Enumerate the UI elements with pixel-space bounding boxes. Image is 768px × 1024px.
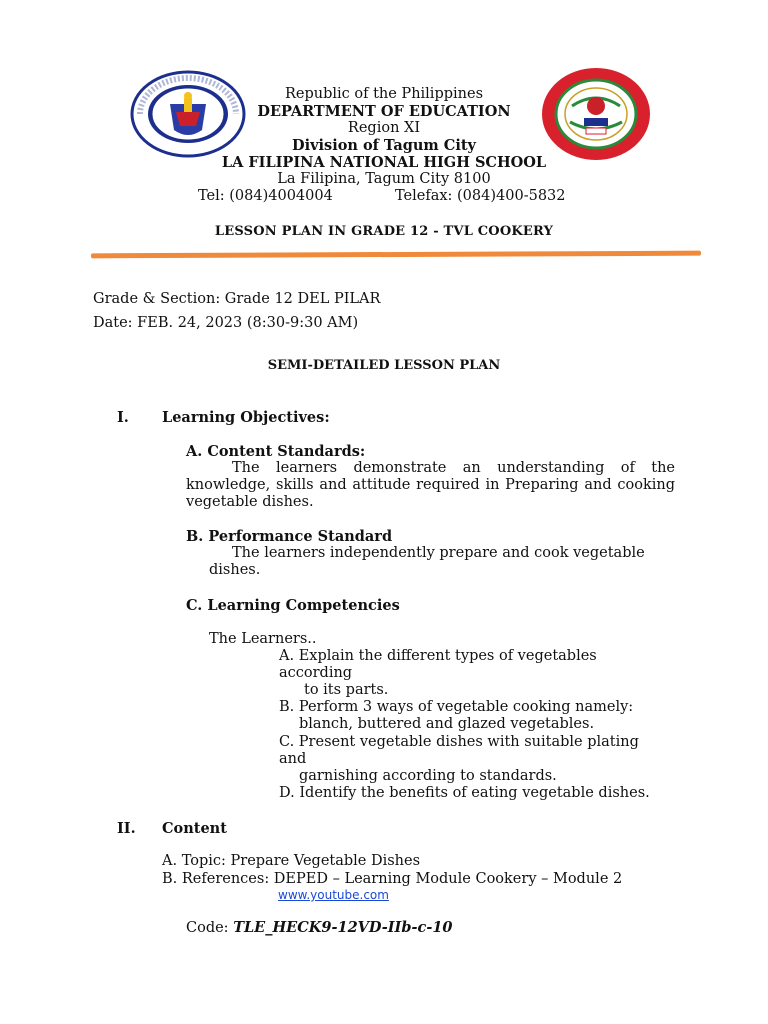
competency-c-line1: C. Present vegetable dishes with suitable plating [279, 734, 639, 750]
competency-code [186, 919, 453, 937]
content-standards-heading: A. Content Standards: [186, 443, 366, 460]
performance-standard-cont: dishes. [209, 562, 261, 578]
competency-c-line2: and [279, 751, 307, 767]
contact-row [150, 188, 618, 205]
school-name: LA FILIPINA NATIONAL HIGH SCHOOL [221, 154, 547, 171]
content-standards-text [186, 460, 675, 511]
competency-a-line2: according [279, 665, 353, 681]
performance-standard-heading: B. Performance Standard [186, 528, 393, 545]
section-one-title: Learning Objectives: [162, 409, 330, 426]
lesson-date: Date: FEB. 24, 2023 (8:30-9:30 AM) [93, 315, 359, 331]
telefax-number: Telefax: (084)400-5832 [395, 188, 566, 204]
competencies-intro: The Learners.. [209, 631, 317, 647]
section-two-title: Content [162, 820, 227, 837]
code-label: Code: [186, 920, 234, 936]
code-value: TLE_HECK9-12VD-IIb-c-10 [233, 919, 453, 936]
competency-b-line2: blanch, buttered and glazed vegetables. [299, 716, 595, 732]
competency-a-line3: to its parts. [304, 682, 389, 698]
performance-standard-body: The learners independently prepare and cook vegetable [232, 545, 645, 561]
department-line: DEPARTMENT OF EDUCATION [257, 103, 511, 120]
letterhead [150, 86, 618, 205]
competency-c-line3: garnishing according to standards. [299, 768, 557, 784]
competency-a-line1: A. Explain the different types of vegetables [279, 648, 597, 664]
division-line: Division of Tagum City [292, 137, 476, 154]
section-one-numeral: I. [117, 409, 129, 426]
lesson-plan-title: LESSON PLAN IN GRADE 12 - TVL COOKERY [214, 224, 554, 239]
orange-divider [91, 251, 701, 259]
region-line: Region XI [347, 120, 421, 136]
school-address: La Filipina, Tagum City 8100 [277, 171, 491, 187]
content-references: B. References: DEPED – Learning Module Cookery – Module 2 [162, 871, 623, 887]
content-standards-body: The learners demonstrate an understanding of the knowledge, skills and attitude required in Preparing and cooking vegetable dishes. [186, 460, 675, 510]
republic-line: Republic of the Philippines [284, 86, 484, 102]
content-topic: A. Topic: Prepare Vegetable Dishes [162, 853, 421, 869]
tel-number: Tel: (084)4004004 [198, 188, 333, 204]
learning-competencies-heading: C. Learning Competencies [186, 597, 400, 614]
competency-d: D. Identify the benefits of eating vegetable dishes. [279, 785, 650, 801]
performance-standard-text [186, 545, 675, 562]
grade-section: Grade & Section: Grade 12 DEL PILAR [93, 291, 381, 307]
plan-subtitle: SEMI-DETAILED LESSON PLAN [267, 358, 501, 373]
youtube-link[interactable]: www.youtube.com [278, 888, 389, 902]
competency-b-line1: B. Perform 3 ways of vegetable cooking namely: [279, 699, 634, 715]
section-two-numeral: II. [117, 820, 136, 837]
